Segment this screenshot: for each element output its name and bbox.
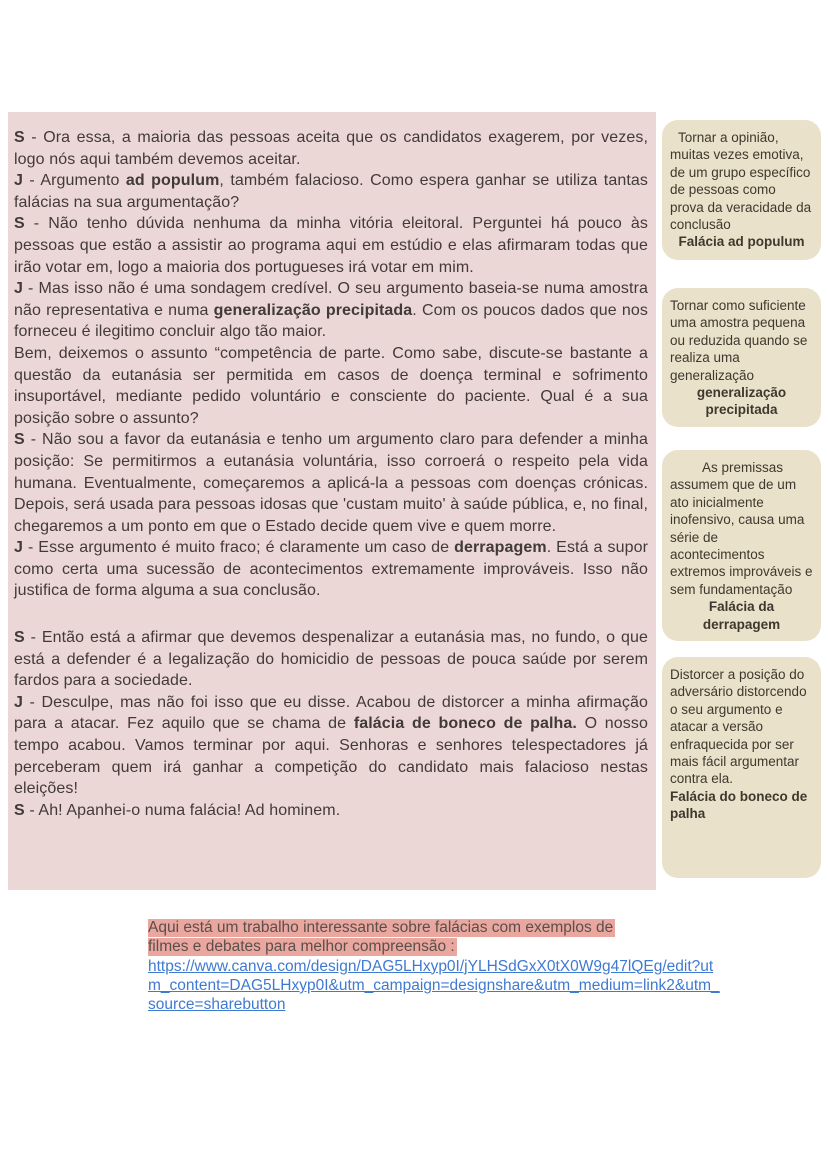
- dialogue-paragraph: S - Não sou a favor da eutanásia e tenho um argumento claro para defender a minha posição: Se permitirmos a eutanásia voluntária, isso corroerá o respeito pela vida humana. Eventualmente, começaremos a aplicá-la a pessoas com doenças crónicas. Depois, será usada para pessoas idosas que 'custam muito' à saúde pública, e, no final, chegaremos a um ponto em que o Estado decide quem vive e quem morre.: [14, 431, 648, 535]
- footer-highlight-text: filmes e debates para melhor compreensão :: [148, 938, 455, 956]
- footer-highlight-text: Aqui está um trabalho interessante sobre falácias com exemplos de: [148, 919, 614, 936]
- callout-falacia-do-boneco-de-palha: [662, 657, 821, 878]
- dialogue-paragraph: J - Argumento ad populum, também falacioso. Como espera ganhar se utiliza tantas falácias na sua argumentação?: [14, 172, 648, 211]
- callout-body: Distorcer a posição do adversário distorcendo o seu argumento e atacar a versão enfraquecida por ser mais fácil argumentar contra ela.: [670, 667, 807, 787]
- callout-title: Falácia ad populum: [678, 234, 805, 250]
- callout-title: Falácia da derrapagem: [702, 599, 781, 632]
- canva-link[interactable]: https://www.canva.com/design/DAG5LHxyp0I/jYLHSdGxX0tX0W9g47lQEg/edit?utm_content=DAG5LHxyp0I&utm_campaign=designshare&utm_medium=link2&utm_source=sharebutton: [148, 957, 720, 1014]
- dialogue-paragraph: S - Ora essa, a maioria das pessoas aceita que os candidatos exagerem, por vezes, logo nós aqui também devemos aceitar.: [14, 129, 648, 168]
- footer-highlight-line: [148, 937, 720, 956]
- footer-highlight-line: [148, 918, 720, 937]
- callout-body: Tornar a opinião, muitas vezes emotiva, de um grupo específico de pessoas como prova da veracidade da conclusão: [670, 130, 812, 233]
- dialogue-paragraph: J - Esse argumento é muito fraco; é claramente um caso de derrapagem. Está a supor como certa uma sucessão de acontecimentos extremamente improváveis. Isso não justifica de forma alguma a sua conclusão.: [14, 539, 648, 600]
- callout-body: Tornar como suficiente uma amostra pequena ou reduzida quando se realiza uma generalização: [670, 298, 808, 383]
- callout-falacia-da-derrapagem: [662, 450, 821, 641]
- callout-body: As premissas assumem que de um ato inicialmente inofensivo, causa uma série de acontecimentos extremos improváveis e sem fundamentação: [670, 460, 813, 597]
- dialogue-blank-line: [14, 602, 648, 627]
- footer-note: [148, 918, 720, 1014]
- dialogue-paragraph: J - Desculpe, mas não foi isso que eu disse. Acabou de distorcer a minha afirmação para a atacar. Fez aquilo que se chama de falácia de boneco de palha. O nosso tempo acabou. Vamos terminar por aqui. Senhoras e senhores telespectadores já perceberam quem irá ganhar a competição do candidato mais falacioso nestas eleições!: [14, 693, 648, 798]
- callout-title: generalização precipitada: [696, 385, 787, 418]
- callout-falacia-ad-populum: [662, 120, 821, 260]
- dialogue-paragraph: S - Não tenho dúvida nenhuma da minha vitória eleitoral. Perguntei há pouco às pessoas que estão a assistir ao programa aqui em estúdio e elas afirmaram todas que irão votar em, logo a maioria dos portugueses irá votar em mim.: [14, 215, 648, 276]
- dialogue-paragraph: Bem, deixemos o assunto “competência de parte. Como sabe, discute-se bastante a questão da eutanásia ser permitida em casos de doença terminal e sofrimento insuportável, mediante pedido voluntário e consciente do paciente. Qual é a sua posição sobre o assunto?: [14, 344, 648, 427]
- dialogue-paragraph: S - Então está a afirmar que devemos despenalizar a eutanásia mas, no fundo, o que está a defender é a legalização do homicidio de pessoas de pouca saúde por serem fardos para a sociedade.: [14, 629, 648, 690]
- dialogue-paragraph: J - Mas isso não é uma sondagem credível. O seu argumento baseia-se numa amostra não representativa e numa generalização precipitada. Com os poucos dados que nos forneceu é ilegitimo concluir algo tão maior.: [14, 280, 648, 341]
- callout-title: Falácia do boneco de palha: [670, 788, 808, 822]
- dialogue-box: [8, 112, 656, 890]
- dialogue-paragraph: S - Ah! Apanhei-o numa falácia! Ad hominem.: [14, 801, 341, 819]
- callout-generalizacao-precipitada: [662, 288, 821, 427]
